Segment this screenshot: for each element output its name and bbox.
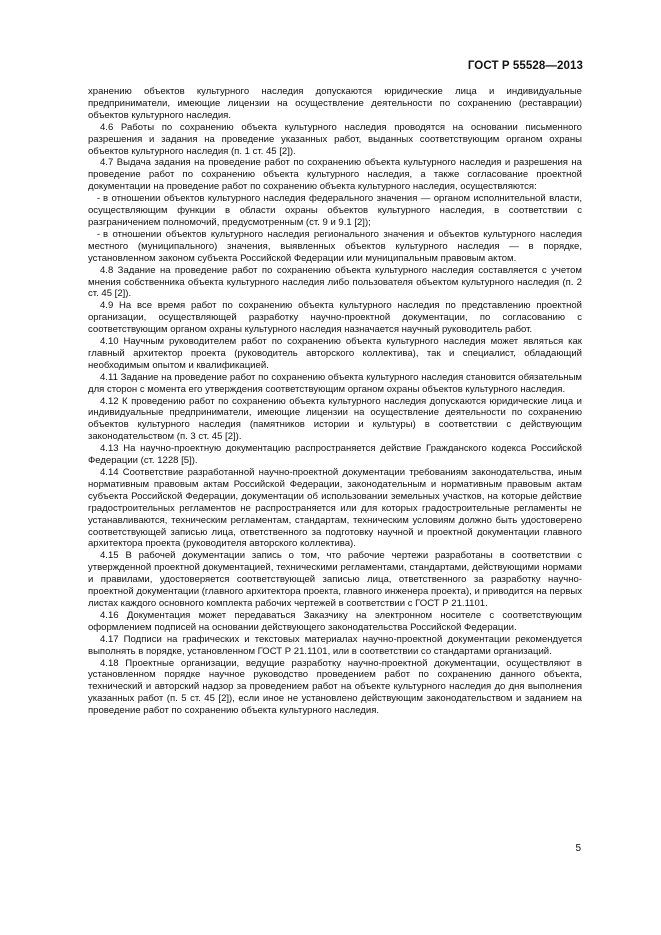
document-header-code: ГОСТ Р 55528—2013 bbox=[467, 60, 583, 72]
list-item-regional bbox=[88, 229, 582, 265]
dash-bullet: - bbox=[96, 228, 100, 240]
paragraph-continuation: хранению объектов культурного наследия допускаются юридические лица и индивидуальные предприниматели, имеющие лицензии на осуществление деятельности по сохранению (реставрации) объектов культурного наследия. bbox=[88, 86, 582, 121]
clause-4-17: 4.17 Подписи на графических и текстовых материалах научно-проектной документации рекомендуется выполнять в порядке, установленном ГОСТ Р 21.1101, или в соответствии со стандартами организаций. bbox=[88, 633, 582, 657]
list-item-text: в отношении объектов культурного наследия регионального значения и объектов культурного наследия местного (муниципального) значения, выявленных объектов культурного наследия — в порядке, установленном законом субъекта Российской Федерации или муниципальным правовым актом. bbox=[88, 228, 582, 264]
clause-4-16: 4.16 Документация может передаваться Заказчику на электронном носителе с соответствующим оформлением подписей на основании действующего законодательства Российской Федерации. bbox=[88, 609, 582, 633]
clause-4-11: 4.11 Задание на проведение работ по сохранению объекта культурного наследия становится обязательным для сторон с момента его утверждения соответствующим органом охраны объектов культурного наследия. bbox=[88, 371, 582, 395]
clause-4-9: 4.9 На все время работ по сохранению объекта культурного наследия по представлению проектной организации, осуществляющей разработку научно-проектной документации, по согласованию с соответствующим органом охраны культурного наследия назначается научный руководитель работ. bbox=[88, 300, 582, 336]
clause-4-8: 4.8 Задание на проведение работ по сохранению объекта культурного наследия составляется с учетом мнения собственника объекта культурного наследия либо пользователя объектом культурного наследия (п. 2 ст. 45 [2]). bbox=[88, 264, 582, 300]
document-body bbox=[88, 86, 582, 717]
clause-4-13: 4.13 На научно-проектную документацию распространяется действие Гражданского кодекса Российской Федерации (ст. 1228 [5]). bbox=[88, 443, 582, 467]
clause-4-10: 4.10 Научным руководителем работ по сохранению объекта культурного наследия может являться как главный архитектор проекта (руководитель авторского коллектива), так и специалист, обладающий необходимым опытом и квалификацией. bbox=[88, 336, 582, 371]
clause-4-12: 4.12 К проведению работ по сохранению объекта культурного наследия допускаются юридические лица и индивидуальные предприниматели, имеющие лицензии на осуществление деятельности по сохранению объектов культурного наследия (памятников истории и культуры) в соответствии с действующим законодательством (п. 3 ст. 45 [2]). bbox=[88, 395, 582, 443]
dash-bullet: - bbox=[96, 193, 100, 205]
page-number: 5 bbox=[575, 843, 581, 854]
clause-4-6: 4.6 Работы по сохранению объекта культурного наследия проводятся на основании письменного разрешения и задания на проведение указанных работ, выданных соответствующим органом охраны объектов культурного наследия (п. 1 ст. 45 [2]). bbox=[88, 121, 582, 157]
clause-4-15: 4.15 В рабочей документации запись о том, что рабочие чертежи разработаны в соответствии с утвержденной проектной документацией, техническими регламентами, стандартами, действующими нормами и правилами, удостоверяется соответствующей записью лица, ответственного за разработку научно-проектной документации (главного архитектора проекта, главного инженера проекта), и приводится на первых листах каждого основного комплекта рабочих чертежей в соответствии с ГОСТ Р 21.1101. bbox=[88, 550, 582, 609]
clause-4-14: 4.14 Соответствие разработанной научно-проектной документации требованиям законодательства, иным нормативным правовым актам Российской Федерации, законодательным и нормативным правовым актам субъекта Российской Федерации, документации об использовании земельных участков, на которые действие градостроительных регламентов не распространяется или для которых градостроительные регламенты не устанавливаются, техническим регламентам, стандартам, техническим условиям должно быть удостоверено соответствующей записью лица, ответственного за подготовку научной и проектной документации главного архитектора проекта (руководителя авторского коллектива). bbox=[88, 467, 582, 550]
list-item-federal bbox=[88, 193, 582, 229]
clause-4-7: 4.7 Выдача задания на проведение работ по сохранению объекта культурного наследия и разрешения на проведение работ по сохранению объекта культурного наследия, а также согласование проектной документации на проведение работ по сохранению объекта культурного наследия, осуществляются: bbox=[88, 157, 582, 193]
clause-4-18: 4.18 Проектные организации, ведущие разработку научно-проектной документации, осуществляют в установленном порядке научное руководство проведением работ по сохранению данного объекта, технический и авторский надзор за проведением работ на объекте культурного наследия до дня выполнения указанных работ (п. 5 ст. 45 [2]), если иное не установлено действующим законодательством и заданием на проведение работ по сохранению объекта культурного наследия. bbox=[88, 657, 582, 717]
list-item-text: в отношении объектов культурного наследия федерального значения — органом исполнительной власти, осуществляющим функции в области охраны объектов культурного наследия, в соответствии с разграничением полномочий, предусмотренным (ст. 9 и 9.1 [2]); bbox=[88, 193, 582, 228]
